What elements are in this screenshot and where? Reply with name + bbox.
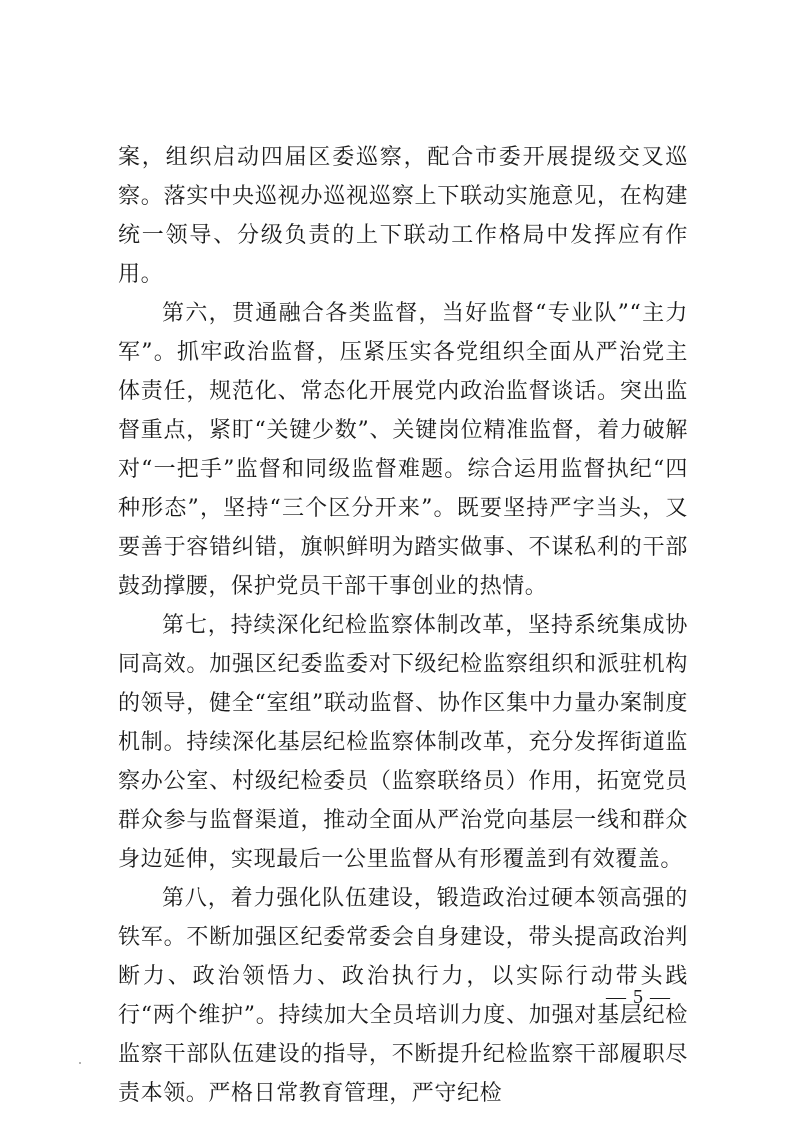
paragraph-1: 案，组织启动四届区委巡察，配合市委开展提级交叉巡察。落实中央巡视办巡视巡察上下联动实施意见，在构建统一领导、分级负责的上下联动工作格局中发挥应有作用。 — [118, 145, 688, 287]
scan-speck — [79, 1062, 81, 1064]
document-body — [118, 138, 688, 1113]
page-number: — 5 — — [606, 986, 671, 1008]
paragraph-4: 第八，着力强化队伍建设，锻造政治过硬本领高强的铁军。不断加强区纪委常委会自身建设，带头提高政治判断力、政治领悟力、政治执行力，以实际行动带头践行“两个维护”。持续加大全员培训力度、加强对基层纪检监察干部队伍建设的指导，不断提升纪检监察干部履职尽责本领。严格日常教育管理，严守纪检 — [118, 886, 688, 1106]
paragraph-2: 第六，贯通融合各类监督，当好监督“专业队”“主力军”。抓牢政治监督，压紧压实各党组织全面从严治党主体责任，规范化、常态化开展党内政治监督谈话。突出监督重点，紧盯“关键少数”、关键岗位精准监督，着力破解对“一把手”监督和同级监督难题。综合运用监督执纪“四种形态”，坚持“三个区分开来”。既要坚持严字当头，又要善于容错纠错，旗帜鲜明为踏实做事、不谋私利的干部鼓劲撑腰，保护党员干部干事创业的热情。 — [118, 301, 688, 599]
paragraph-3: 第七，持续深化纪检监察体制改革，坚持系统集成协同高效。加强区纪委监委对下级纪检监察组织和派驻机构的领导，健全“室组”联动监督、协作区集中力量办案制度机制。持续深化基层纪检监察体制改革，充分发挥街道监察办公室、村级纪检委员（监察联络员）作用，拓宽党员群众参与监督渠道，推动全面从严治党向基层一线和群众身边延伸，实现最后一公里监督从有形覆盖到有效覆盖。 — [118, 613, 688, 872]
